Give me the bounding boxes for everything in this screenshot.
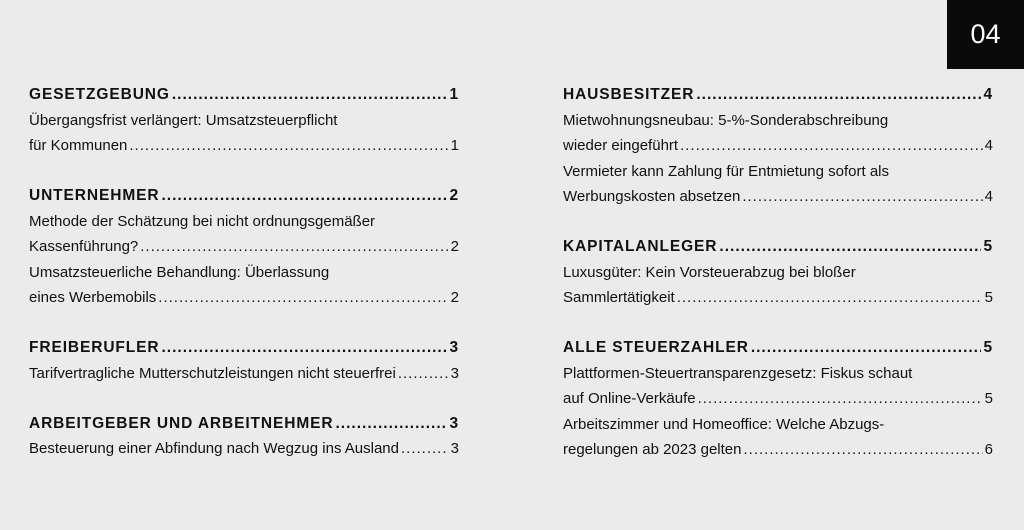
dot-leader — [162, 335, 448, 361]
toc-entry-line[interactable] — [29, 108, 459, 134]
dot-leader — [161, 183, 447, 209]
page-number-badge — [947, 0, 1024, 69]
toc-entry-line[interactable] — [29, 234, 459, 260]
dot-leader — [172, 82, 448, 108]
toc-heading-page: 5 — [983, 339, 993, 356]
toc-heading[interactable] — [29, 183, 459, 209]
toc-entry-text: Übergangsfrist verlängert: Umsatzsteuerpflicht — [29, 111, 338, 129]
toc-heading-title: GESETZGEBUNG — [29, 86, 170, 103]
toc-entry-text: Vermieter kann Zahlung für Entmietung sofort als — [563, 162, 890, 180]
dot-leader — [140, 234, 448, 260]
toc-entry-line[interactable] — [563, 412, 993, 438]
toc-heading-title: KAPITALANLEGER — [563, 238, 718, 255]
toc-entry-text: Methode der Schätzung bei nicht ordnungsgemäßer — [29, 212, 376, 230]
toc-section-arbeitgeber-und-arbeitnehmer — [29, 411, 459, 462]
dot-leader — [744, 437, 983, 463]
toc-entry-text: Plattformen-Steuertransparenzgesetz: Fiskus schaut — [563, 364, 913, 382]
toc-heading[interactable] — [563, 234, 993, 260]
dot-leader — [398, 361, 449, 387]
toc-entry-page: 3 — [450, 440, 459, 457]
toc-entry-text: wieder eingeführt — [563, 137, 679, 154]
toc-entry-text: Besteuerung einer Abfindung nach Wegzug ins Ausland — [29, 440, 399, 457]
toc-entry-page: 3 — [450, 364, 459, 382]
dot-leader — [696, 82, 981, 108]
toc-entry-page: 5 — [984, 289, 993, 306]
toc-section-freiberufler — [29, 335, 459, 386]
toc-entry-line[interactable] — [563, 260, 993, 286]
toc-heading[interactable] — [29, 82, 459, 108]
toc-entry-text: Arbeitszimmer und Homeoffice: Welche Abzugs- — [563, 415, 885, 433]
page-number: 04 — [970, 19, 1001, 49]
toc-heading-title: FREIBERUFLER — [29, 339, 160, 356]
toc-entry-text: Sammlertätigkeit — [563, 289, 675, 306]
toc-entry-line[interactable] — [29, 285, 459, 311]
toc-heading[interactable] — [563, 335, 993, 361]
dot-leader — [751, 335, 982, 361]
toc-entry-line[interactable] — [563, 437, 993, 463]
dot-leader — [680, 133, 983, 159]
toc-entry-line[interactable] — [563, 285, 993, 311]
dot-leader — [129, 133, 448, 159]
dot-leader — [677, 285, 983, 311]
toc-entry-page: 6 — [984, 441, 993, 458]
toc-heading[interactable] — [29, 335, 459, 361]
toc-entry-line[interactable] — [29, 209, 459, 235]
toc-section-gesetzgebung — [29, 82, 459, 159]
toc-entry-text: Tarifvertragliche Mutterschutzleistungen nicht steuerfrei — [29, 364, 396, 382]
toc-entry-line[interactable] — [29, 133, 459, 159]
toc-entry-line[interactable] — [29, 361, 459, 387]
toc-heading-title: ARBEITGEBER UND ARBEITNEHMER — [29, 414, 334, 432]
toc-section-hausbesitzer — [563, 82, 993, 210]
dot-leader — [336, 411, 448, 437]
toc-heading-page: 4 — [983, 86, 993, 103]
toc-entry-line[interactable] — [563, 361, 993, 387]
toc-entry-line[interactable] — [563, 184, 993, 210]
toc-section-alle-steuerzahler — [563, 335, 993, 463]
toc-heading-page: 1 — [449, 86, 459, 103]
toc-entry-line[interactable] — [563, 159, 993, 185]
toc-entry-page: 4 — [984, 137, 993, 154]
toc-entry-text: für Kommunen — [29, 137, 128, 154]
toc-heading-page: 3 — [449, 414, 459, 432]
toc-entry-line[interactable] — [29, 436, 459, 462]
toc-entry-line[interactable] — [563, 386, 993, 412]
dot-leader — [719, 234, 981, 260]
toc-entry-text: Mietwohnungsneubau: 5-%-Sonderabschreibung — [563, 111, 889, 129]
toc-entry-page: 1 — [450, 137, 459, 154]
dot-leader — [158, 285, 448, 311]
toc-right-column — [563, 82, 993, 487]
toc-heading-title: UNTERNEHMER — [29, 187, 160, 204]
toc-section-kapitalanleger — [563, 234, 993, 311]
toc-entry-page: 2 — [450, 238, 459, 255]
toc-entry-text: Umsatzsteuerliche Behandlung: Überlassung — [29, 263, 330, 281]
toc-entry-line[interactable] — [29, 260, 459, 286]
dot-leader — [742, 184, 982, 210]
toc-heading-page: 3 — [449, 339, 459, 356]
toc-entry-page: 4 — [984, 188, 993, 205]
toc-entry-text: Werbungskosten absetzen — [563, 188, 741, 205]
toc-entry-line[interactable] — [563, 108, 993, 134]
toc-entry-text: Kassenführung? — [29, 238, 139, 255]
toc-heading-title: ALLE STEUERZAHLER — [563, 339, 749, 356]
toc-entry-page: 2 — [450, 289, 459, 306]
toc-entry-text: eines Werbemobils — [29, 289, 157, 306]
toc-entry-line[interactable] — [563, 133, 993, 159]
toc-heading-page: 5 — [983, 238, 993, 255]
toc-heading[interactable] — [563, 82, 993, 108]
toc-heading-title: HAUSBESITZER — [563, 86, 695, 103]
toc-entry-page: 5 — [984, 390, 993, 407]
toc-entry-text: auf Online-Verkäufe — [563, 390, 696, 407]
toc-entry-text: regelungen ab 2023 gelten — [563, 441, 742, 458]
toc-entry-text: Luxusgüter: Kein Vorsteuerabzug bei bloßer — [563, 263, 856, 281]
toc-section-unternehmer — [29, 183, 459, 311]
dot-leader — [698, 386, 983, 412]
toc-left-column — [29, 82, 459, 486]
dot-leader — [401, 436, 449, 462]
toc-heading-page: 2 — [449, 187, 459, 204]
toc-heading[interactable] — [29, 411, 459, 437]
